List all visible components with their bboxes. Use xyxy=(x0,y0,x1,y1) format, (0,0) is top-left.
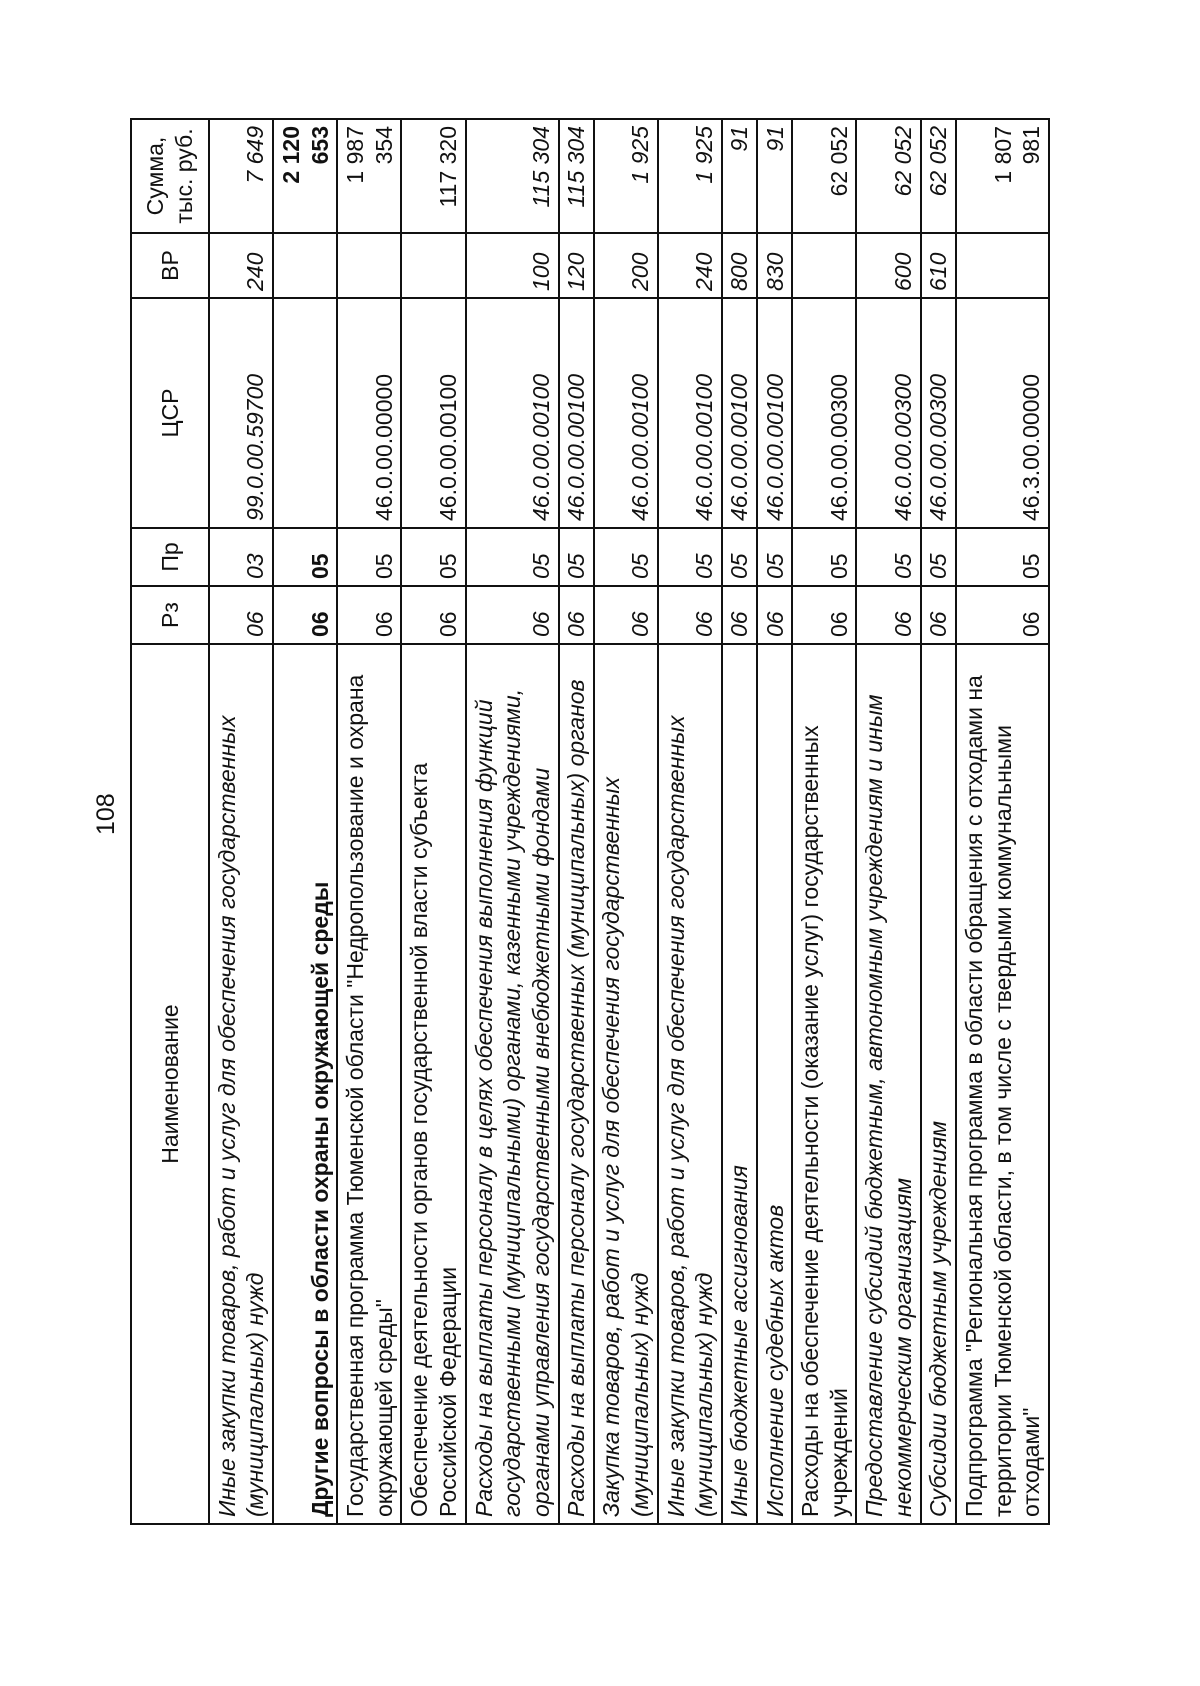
row-rz: 06 xyxy=(273,586,337,644)
row-rz: 06 xyxy=(921,586,956,644)
row-name: Расходы на выплаты персоналу в целях обеспечения выполнения функций государственными (муниципальными) органами, казенными учреждениями, органами управления государственными внебюджетными фондами xyxy=(466,644,559,1524)
table-row xyxy=(209,119,273,1524)
row-name: Расходы на выплаты персоналу государственных (муниципальных) органов xyxy=(559,644,594,1524)
row-rz: 06 xyxy=(209,586,273,644)
table-row xyxy=(594,119,658,1524)
row-vr: 800 xyxy=(722,233,757,298)
row-sum: 62 052 xyxy=(792,119,856,233)
budget-table xyxy=(130,118,1050,1525)
row-vr xyxy=(792,233,856,298)
row-sum: 1 925 xyxy=(594,119,658,233)
table-row xyxy=(722,119,757,1524)
row-sum: 115 304 xyxy=(559,119,594,233)
row-csr: 99.0.00.59700 xyxy=(209,298,273,528)
row-vr: 240 xyxy=(658,233,722,298)
row-vr xyxy=(273,233,337,298)
row-sum: 91 xyxy=(757,119,792,233)
row-vr: 830 xyxy=(757,233,792,298)
row-vr: 200 xyxy=(594,233,658,298)
row-name: Государственная программа Тюменской области "Недропользование и охрана окружающей среды" xyxy=(337,644,401,1524)
row-pr: 05 xyxy=(401,528,465,586)
row-pr: 05 xyxy=(337,528,401,586)
row-csr: 46.0.00.00300 xyxy=(856,298,920,528)
row-vr: 100 xyxy=(466,233,559,298)
row-pr: 05 xyxy=(956,528,1049,586)
row-csr: 46.0.00.00100 xyxy=(466,298,559,528)
header-vr: ВР xyxy=(131,233,209,298)
table-row xyxy=(757,119,792,1524)
row-sum: 2 120 653 xyxy=(273,119,337,233)
row-vr: 120 xyxy=(559,233,594,298)
row-csr: 46.0.00.00100 xyxy=(401,298,465,528)
row-vr xyxy=(337,233,401,298)
header-name: Наименование xyxy=(131,644,209,1524)
row-rz: 06 xyxy=(956,586,1049,644)
header-rz: Рз xyxy=(131,586,209,644)
row-rz: 06 xyxy=(658,586,722,644)
row-csr: 46.0.00.00300 xyxy=(792,298,856,528)
row-sum: 62 052 xyxy=(921,119,956,233)
table-row xyxy=(921,119,956,1524)
row-sum: 91 xyxy=(722,119,757,233)
row-rz: 06 xyxy=(856,586,920,644)
table-header-row xyxy=(131,119,209,1524)
row-name: Подпрограмма "Региональная программа в области обращения с отходами на территории Тюменской области, в том числе с твердыми коммунальными отходами" xyxy=(956,644,1049,1524)
row-csr: 46.0.00.00100 xyxy=(594,298,658,528)
row-sum: 1 925 xyxy=(658,119,722,233)
table-row xyxy=(956,119,1049,1524)
row-name: Расходы на обеспечение деятельности (оказание услуг) государственных учреждений xyxy=(792,644,856,1524)
row-pr: 03 xyxy=(209,528,273,586)
table-row xyxy=(856,119,920,1524)
row-sum: 1 807 981 xyxy=(956,119,1049,233)
row-pr: 05 xyxy=(273,528,337,586)
row-name: Иные бюджетные ассигнования xyxy=(722,644,757,1524)
row-csr: 46.3.00.00000 xyxy=(956,298,1049,528)
row-csr: 46.0.00.00100 xyxy=(757,298,792,528)
row-rz: 06 xyxy=(337,586,401,644)
row-name: Исполнение судебных актов xyxy=(757,644,792,1524)
row-sum: 1 987 354 xyxy=(337,119,401,233)
row-pr: 05 xyxy=(466,528,559,586)
row-vr: 600 xyxy=(856,233,920,298)
row-pr: 05 xyxy=(594,528,658,586)
row-vr: 240 xyxy=(209,233,273,298)
row-csr: 46.0.00.00300 xyxy=(921,298,956,528)
table-row xyxy=(401,119,465,1524)
row-name: Субсидии бюджетным учреждениям xyxy=(921,644,956,1524)
row-name: Иные закупки товаров, работ и услуг для обеспечения государственных (муниципальных) нужд xyxy=(209,644,273,1524)
row-rz: 06 xyxy=(792,586,856,644)
table-row xyxy=(466,119,559,1524)
row-rz: 06 xyxy=(559,586,594,644)
row-rz: 06 xyxy=(757,586,792,644)
table-row xyxy=(658,119,722,1524)
row-csr: 46.0.00.00100 xyxy=(722,298,757,528)
table-row xyxy=(273,119,337,1524)
row-pr: 05 xyxy=(559,528,594,586)
row-name: Другие вопросы в области охраны окружающей среды xyxy=(273,644,337,1524)
row-pr: 05 xyxy=(792,528,856,586)
row-name: Предоставление субсидий бюджетным, автономным учреждениям и иным некоммерческим организациям xyxy=(856,644,920,1524)
row-pr: 05 xyxy=(757,528,792,586)
row-name: Закупка товаров, работ и услуг для обеспечения государственных (муниципальных) нужд xyxy=(594,644,658,1524)
row-pr: 05 xyxy=(921,528,956,586)
row-rz: 06 xyxy=(594,586,658,644)
row-pr: 05 xyxy=(658,528,722,586)
row-csr: 46.0.00.00100 xyxy=(658,298,722,528)
row-pr: 05 xyxy=(856,528,920,586)
row-csr: 46.0.00.00100 xyxy=(559,298,594,528)
row-sum: 115 304 xyxy=(466,119,559,233)
row-sum: 7 649 xyxy=(209,119,273,233)
rotated-table-wrapper xyxy=(130,120,1050,1525)
table-row xyxy=(337,119,401,1524)
row-sum: 62 052 xyxy=(856,119,920,233)
row-name: Иные закупки товаров, работ и услуг для обеспечения государственных (муниципальных) нужд xyxy=(658,644,722,1524)
row-csr: 46.0.00.00000 xyxy=(337,298,401,528)
row-name: Обеспечение деятельности органов государственной власти субъекта Российской Федерации xyxy=(401,644,465,1524)
table-row xyxy=(792,119,856,1524)
header-sum: Сумма, тыс. руб. xyxy=(131,119,209,233)
row-pr: 05 xyxy=(722,528,757,586)
row-vr: 610 xyxy=(921,233,956,298)
row-rz: 06 xyxy=(722,586,757,644)
page-number: 108 xyxy=(92,793,120,835)
header-pr: Пр xyxy=(131,528,209,586)
row-rz: 06 xyxy=(401,586,465,644)
row-sum: 117 320 xyxy=(401,119,465,233)
row-csr xyxy=(273,298,337,528)
table-row xyxy=(559,119,594,1524)
header-csr: ЦСР xyxy=(131,298,209,528)
row-rz: 06 xyxy=(466,586,559,644)
row-vr xyxy=(956,233,1049,298)
row-vr xyxy=(401,233,465,298)
